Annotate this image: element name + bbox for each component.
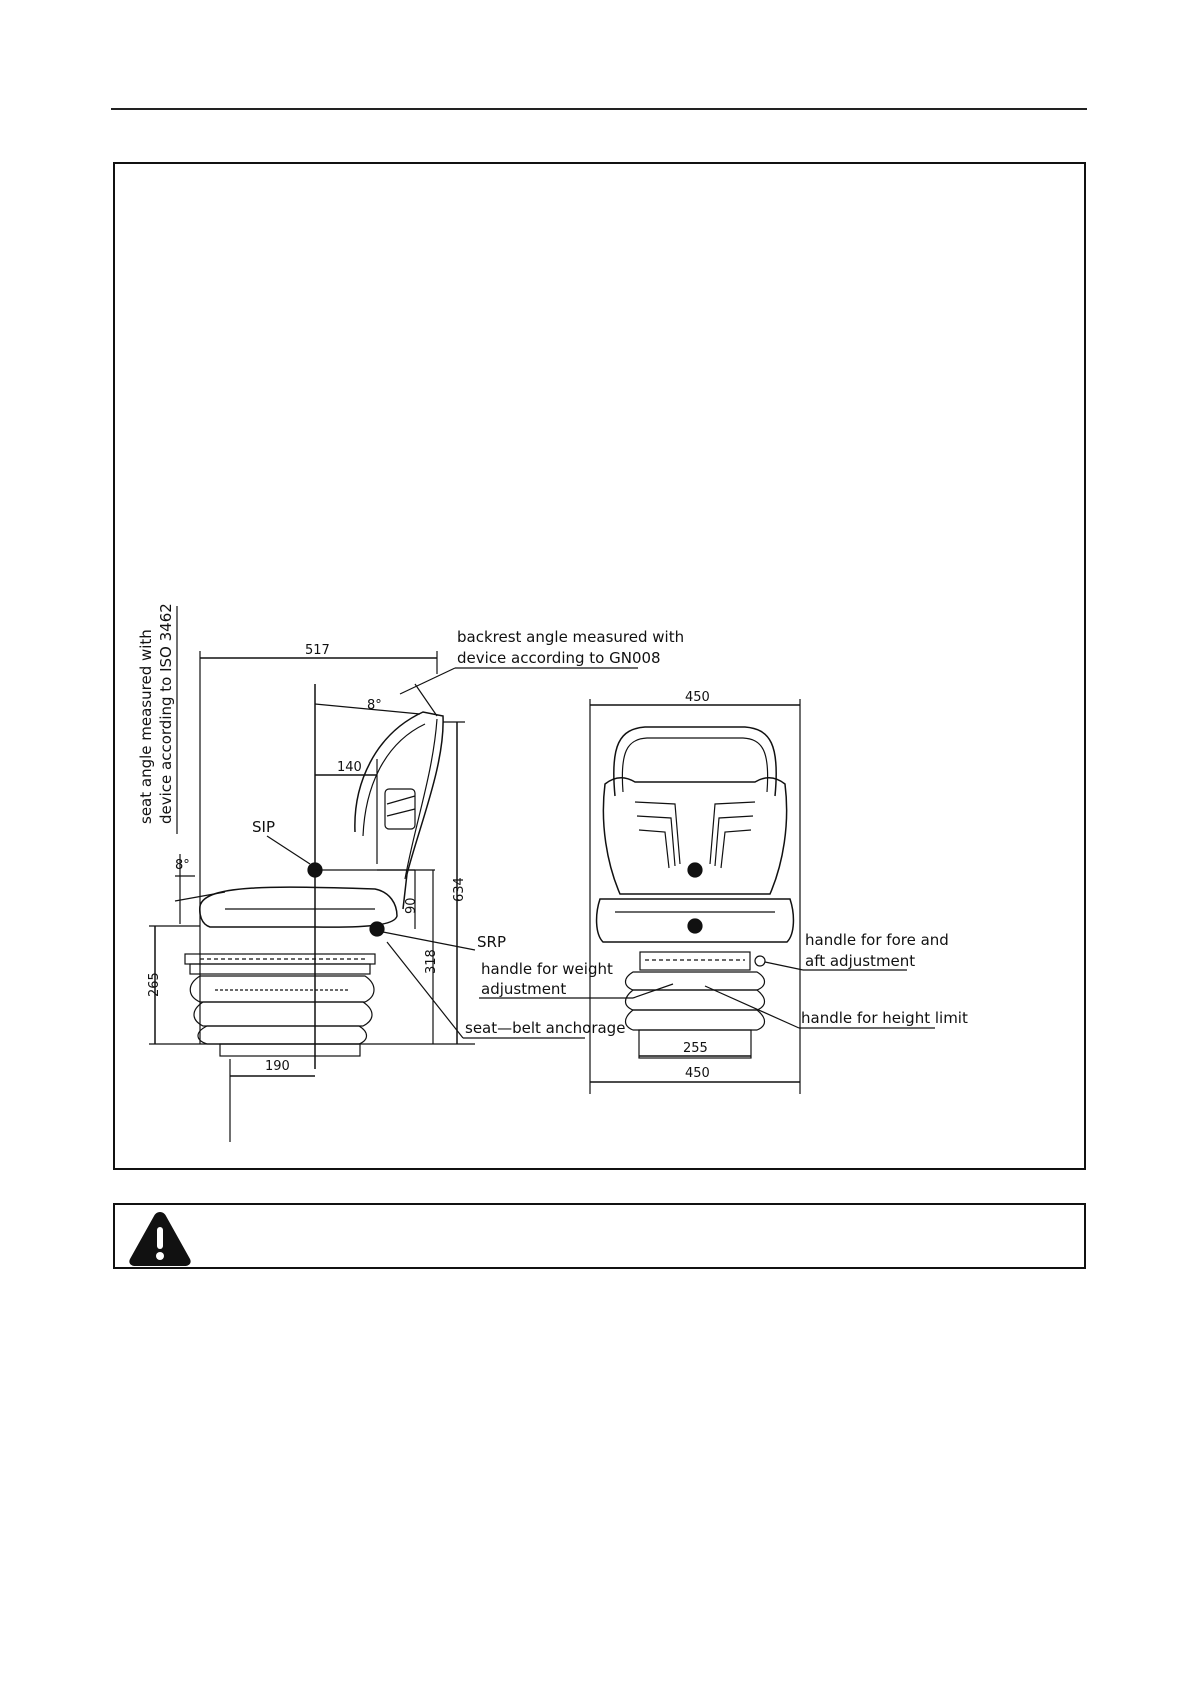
- side-view: [137, 603, 684, 1142]
- seat-angle-label-2: device according to ISO 3462: [157, 603, 175, 824]
- dim-seat-angle: 8°: [175, 858, 190, 873]
- dim-634: 634: [452, 877, 467, 902]
- front-view: [590, 690, 968, 1094]
- dim-318: 318: [424, 949, 439, 974]
- srp-label: SRP: [477, 933, 506, 951]
- seat-angle-label-1: seat angle measured with: [137, 629, 155, 824]
- dim-90: 90: [404, 897, 419, 914]
- height-limit-label: handle for height limit: [801, 1009, 968, 1027]
- seatbelt-label: seat—belt anchorage: [465, 1019, 626, 1037]
- backrest-angle-label-2: device according to GN008: [457, 649, 661, 667]
- warning-box: [113, 1203, 1086, 1269]
- dim-backrest-angle: 8°: [367, 698, 382, 713]
- weight-adjust-label-1: handle for weight: [481, 960, 613, 978]
- fore-aft-label-2: aft adjustment: [805, 952, 916, 970]
- dim-140: 140: [337, 760, 362, 775]
- dim-front-top-450: 450: [685, 690, 710, 705]
- backrest-angle-label-1: backrest angle measured with: [457, 628, 685, 646]
- header-rule: [111, 108, 1087, 110]
- weight-adjust-label-2: adjustment: [481, 980, 567, 998]
- dim-front-bottom-450: 450: [685, 1066, 710, 1081]
- dim-517: 517: [305, 643, 330, 658]
- dim-190: 190: [265, 1059, 290, 1074]
- technical-drawing-frame: [113, 162, 1086, 1170]
- warning-triangle-icon: [127, 1209, 193, 1267]
- sip-label: SIP: [252, 818, 275, 836]
- dim-front-base-255: 255: [683, 1041, 708, 1056]
- fore-aft-label-1: handle for fore and: [805, 931, 949, 949]
- dim-265: 265: [147, 972, 162, 997]
- seat-drawing: [115, 164, 1084, 1168]
